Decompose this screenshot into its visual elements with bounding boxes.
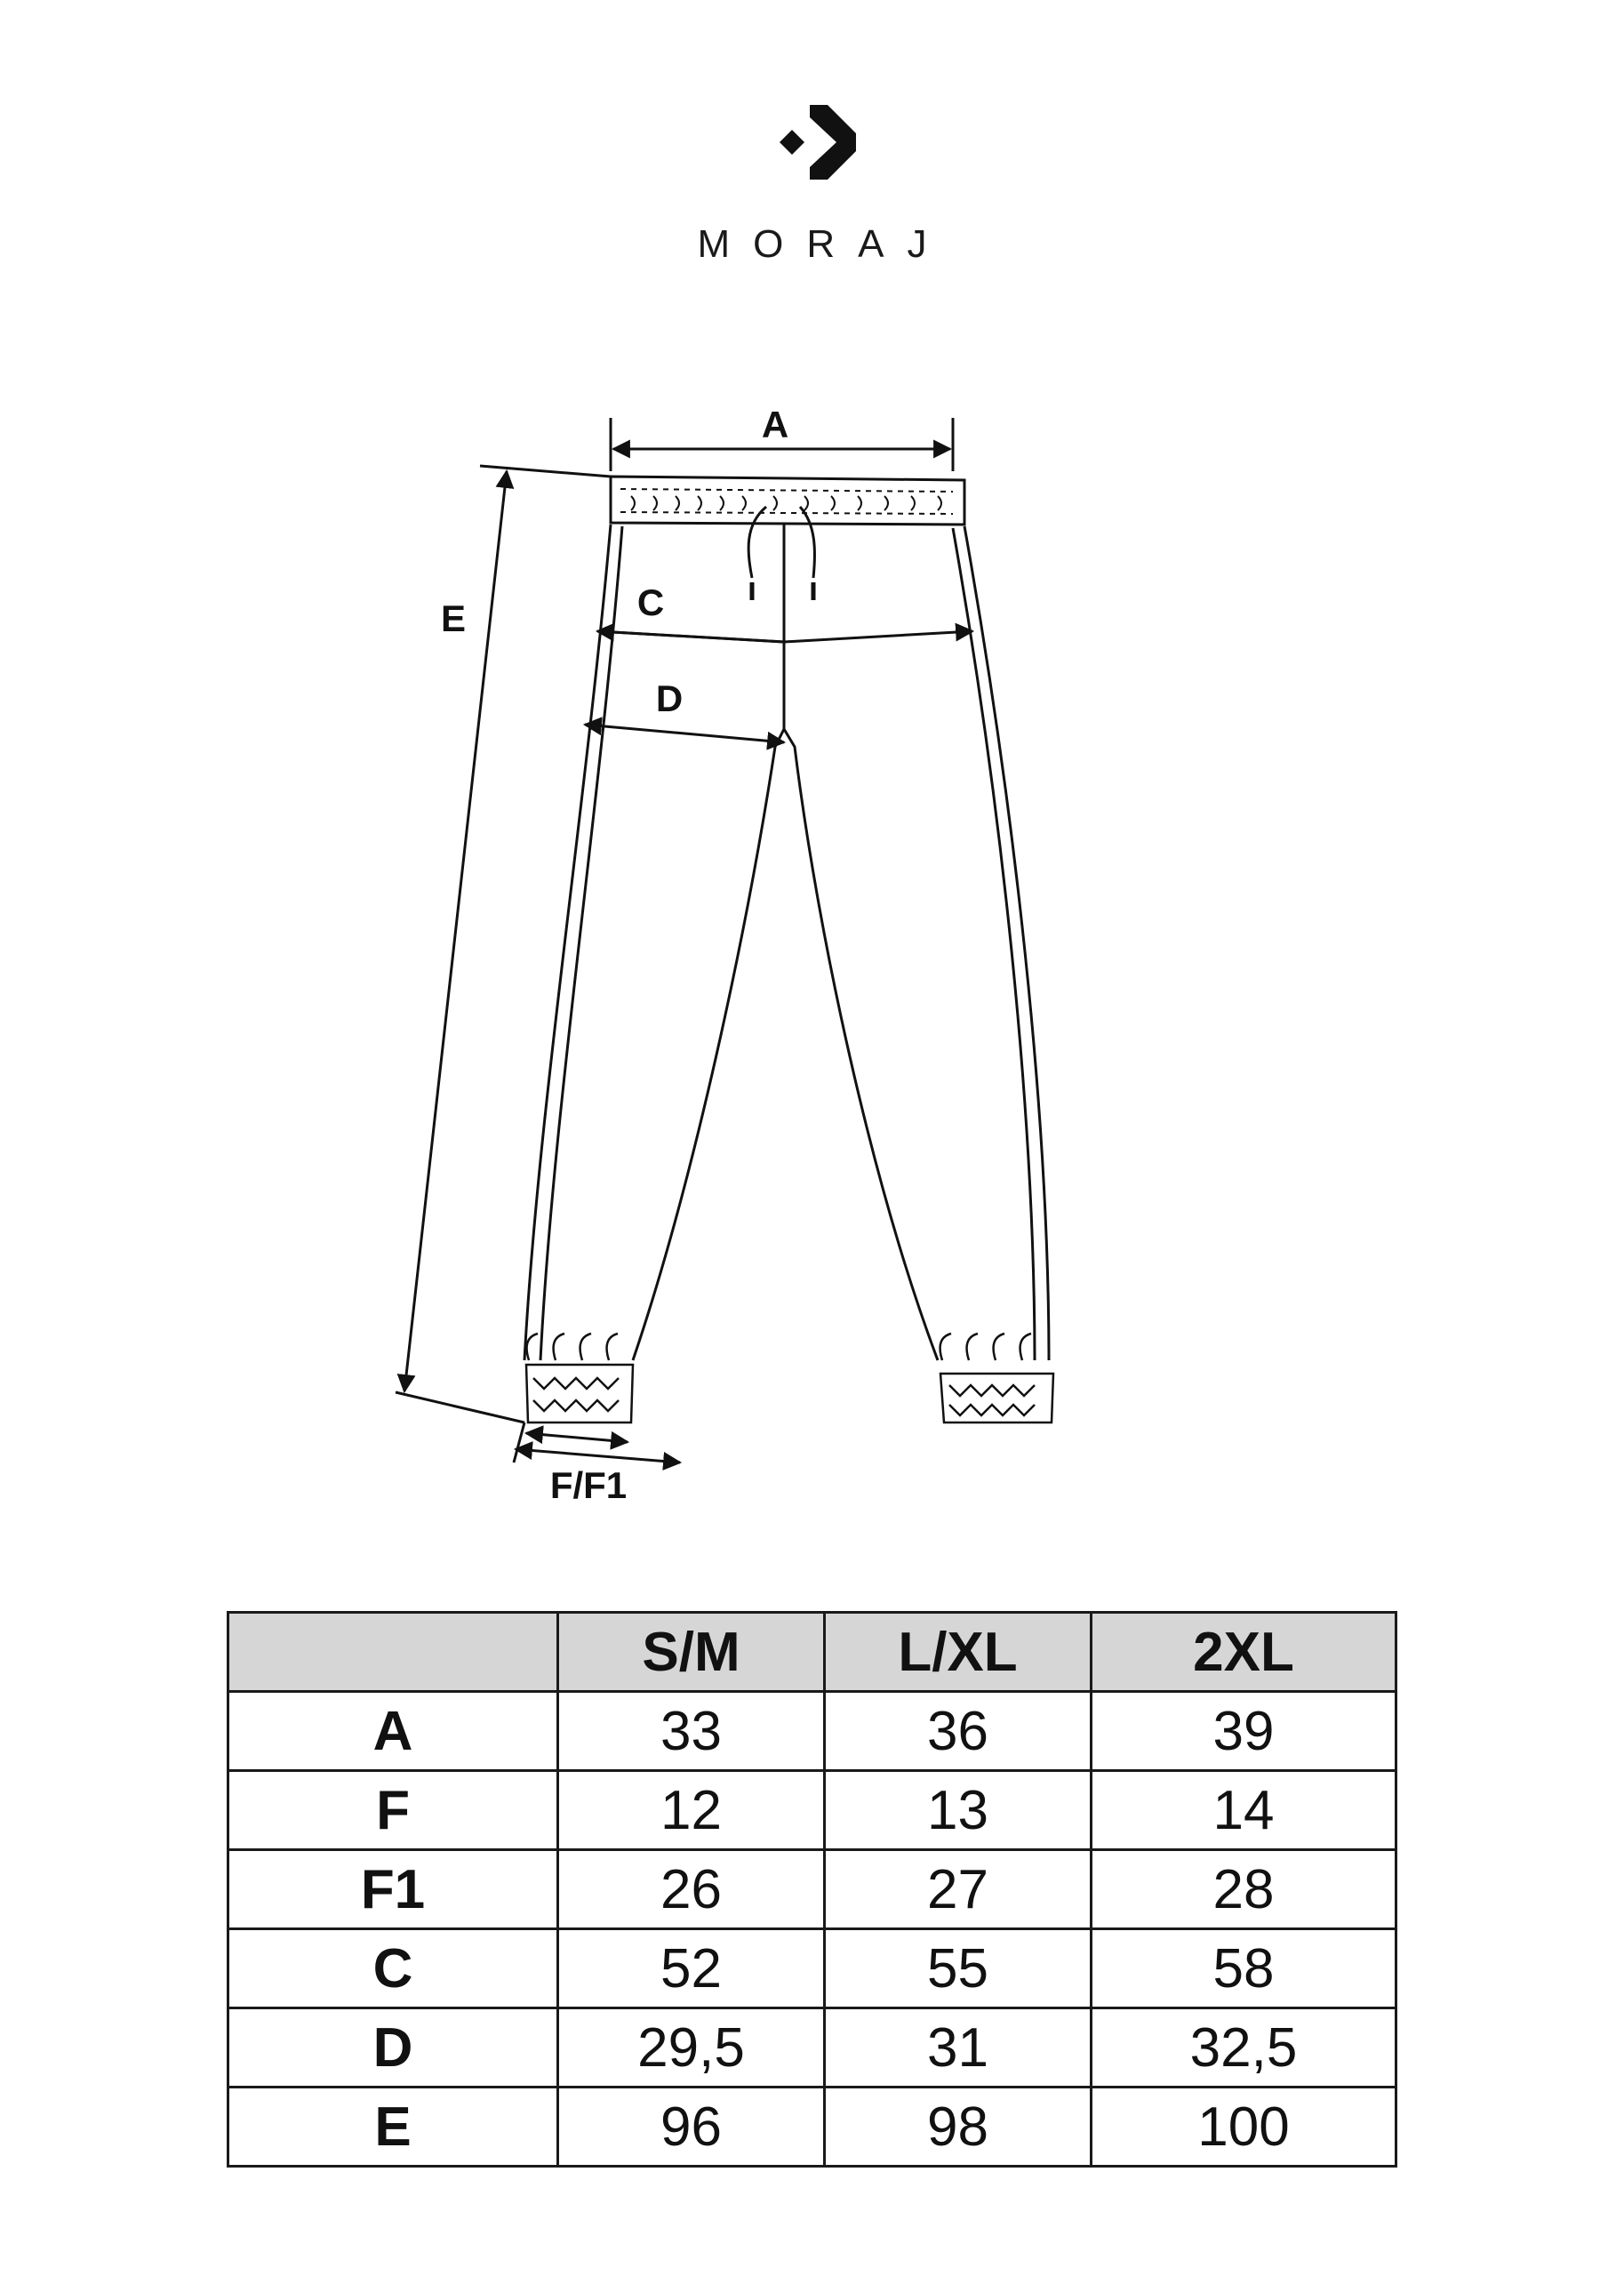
dimension-f [514,1422,680,1463]
table-cell: 32,5 [1092,2008,1396,2088]
table-cell: 52 [558,1929,825,2008]
table-cell: 96 [558,2088,825,2167]
table-cell: 14 [1092,1771,1396,1850]
dimension-label-a: A [761,404,789,445]
table-cell: 29,5 [558,2008,825,2088]
row-label: C [228,1929,558,2008]
table-row [228,2008,1396,2088]
table-cell: 28 [1092,1850,1396,1929]
table-cell: 27 [825,1850,1092,1929]
waistband [611,477,964,525]
table-row [228,1771,1396,1850]
table-cell: 58 [1092,1929,1396,2008]
table-cell: 55 [825,1929,1092,2008]
dimension-label-e: E [440,597,467,639]
dimension-d [585,725,784,742]
table-row [228,2088,1396,2167]
table-cell: 26 [558,1850,825,1929]
row-label: E [228,2088,558,2167]
dimension-label-f: F/F1 [549,1464,628,1506]
header-corner [228,1613,558,1692]
row-label: F1 [228,1850,558,1929]
brand-wordmark: MORAJ [697,222,950,266]
table-cell: 33 [558,1692,825,1771]
table-cell: 100 [1092,2088,1396,2167]
drawstring [748,507,814,600]
table-cell: 12 [558,1771,825,1850]
table-cell: 98 [825,2088,1092,2167]
row-label: D [228,2008,558,2088]
right-cuff [940,1334,1053,1422]
row-label: F [228,1771,558,1850]
dimension-label-d: D [655,677,684,719]
table-row [228,1850,1396,1929]
dimension-label-c: C [636,581,665,623]
table-header-row [228,1613,1396,1692]
header-size: S/M [558,1613,825,1692]
table-row [228,1929,1396,2008]
table-cell: 36 [825,1692,1092,1771]
table-cell: 39 [1092,1692,1396,1771]
size-table [227,1611,1397,2168]
header-size: 2XL [1092,1613,1396,1692]
header-size: L/XL [825,1613,1092,1692]
row-label: A [228,1692,558,1771]
table-row [228,1692,1396,1771]
pants-outline [524,525,1049,1360]
table-cell: 13 [825,1771,1092,1850]
table-cell: 31 [825,2008,1092,2088]
